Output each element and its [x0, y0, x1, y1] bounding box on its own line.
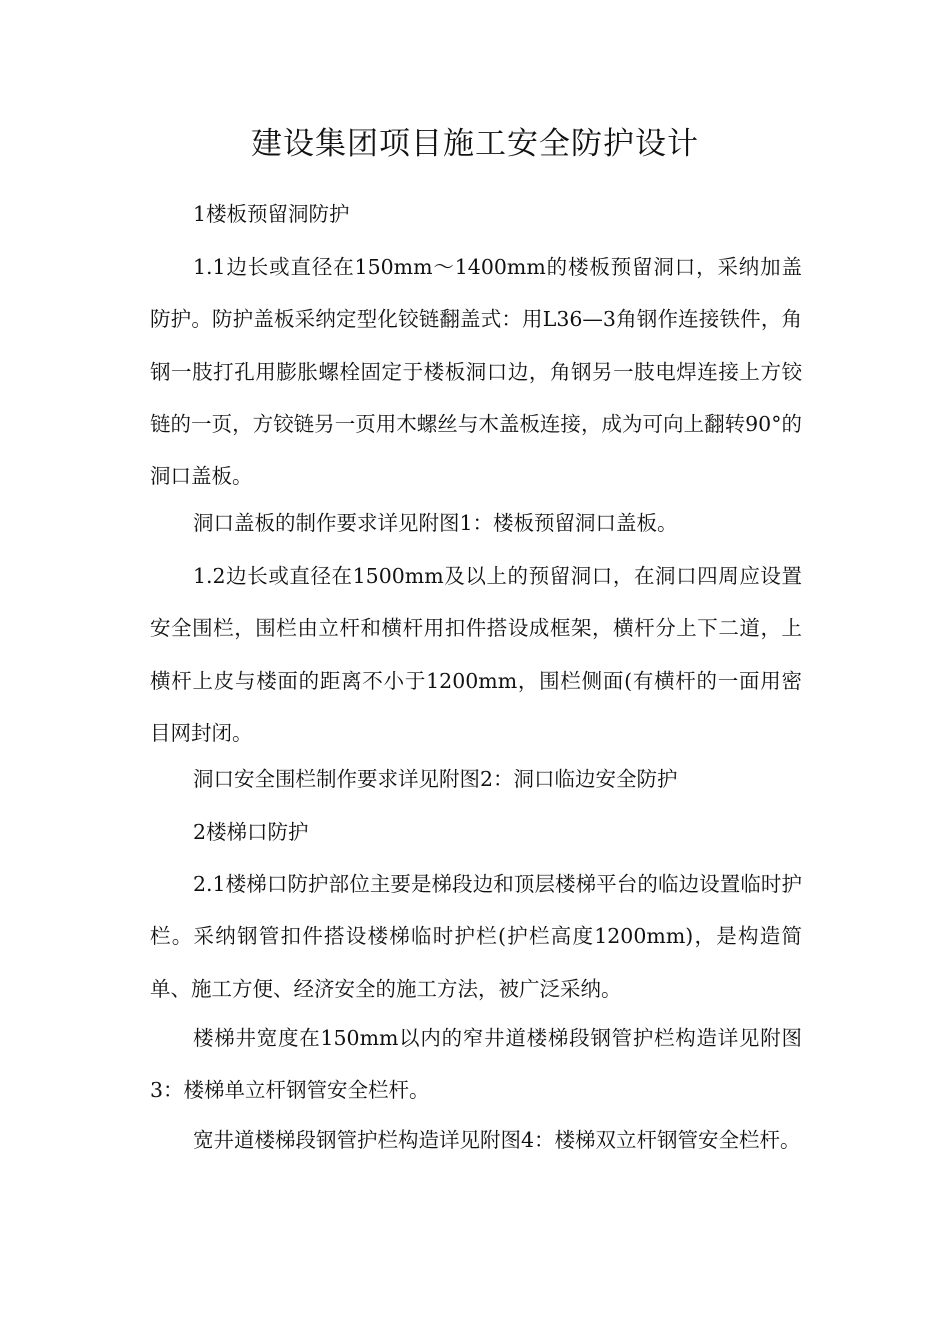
- paragraph-section-2-heading: 2楼梯口防护: [193, 820, 309, 844]
- document-title: 建设集团项目施工安全防护设计: [251, 126, 699, 162]
- paragraph-1-2: 1.2边长或直径在1500mm及以上的预留洞口，在洞口四周应设置安全围栏，围栏由立杆和横杆用扣件搭设成框架，横杆分上下二道，上横杆上皮与楼面的距离不小于1200mm，围栏侧面(有横杆的一面用密目网封闭。: [150, 564, 802, 745]
- paragraph-figure-4-note: 宽井道楼梯段钢管护栏构造详见附图4：楼梯双立杆钢管安全栏杆。: [193, 1128, 801, 1152]
- paragraph-1-1: 1.1边长或直径在150mm～1400mm的楼板预留洞口，采纳加盖防护。防护盖板采纳定型化铰链翻盖式：用L36—3角钢作连接铁件，角钢一肢打孔用膨胀螺栓固定于楼板洞口边，角钢另一肢电焊连接上方铰链的一页，方铰链另一页用木螺丝与木盖板连接，成为可向上翻转90°的洞口盖板。: [150, 255, 802, 489]
- paragraph-figure-3-note: 楼梯井宽度在150mm以内的窄井道楼梯段钢管护栏构造详见附图3：楼梯单立杆钢管安全栏杆。: [150, 1026, 802, 1103]
- paragraph-figure-2-note: 洞口安全围栏制作要求详见附图2：洞口临边安全防护: [193, 767, 678, 791]
- paragraph-section-1-heading: 1楼板预留洞防护: [193, 202, 350, 226]
- paragraph-figure-1-note: 洞口盖板的制作要求详见附图1：楼板预留洞口盖板。: [193, 511, 678, 535]
- paragraph-2-1: 2.1楼梯口防护部位主要是梯段边和顶层楼梯平台的临边设置临时护栏。采纳钢管扣件搭设楼梯临时护栏(护栏高度1200mm)，是构造简单、施工方便、经济安全的施工方法，被广泛采纳。: [150, 872, 802, 1001]
